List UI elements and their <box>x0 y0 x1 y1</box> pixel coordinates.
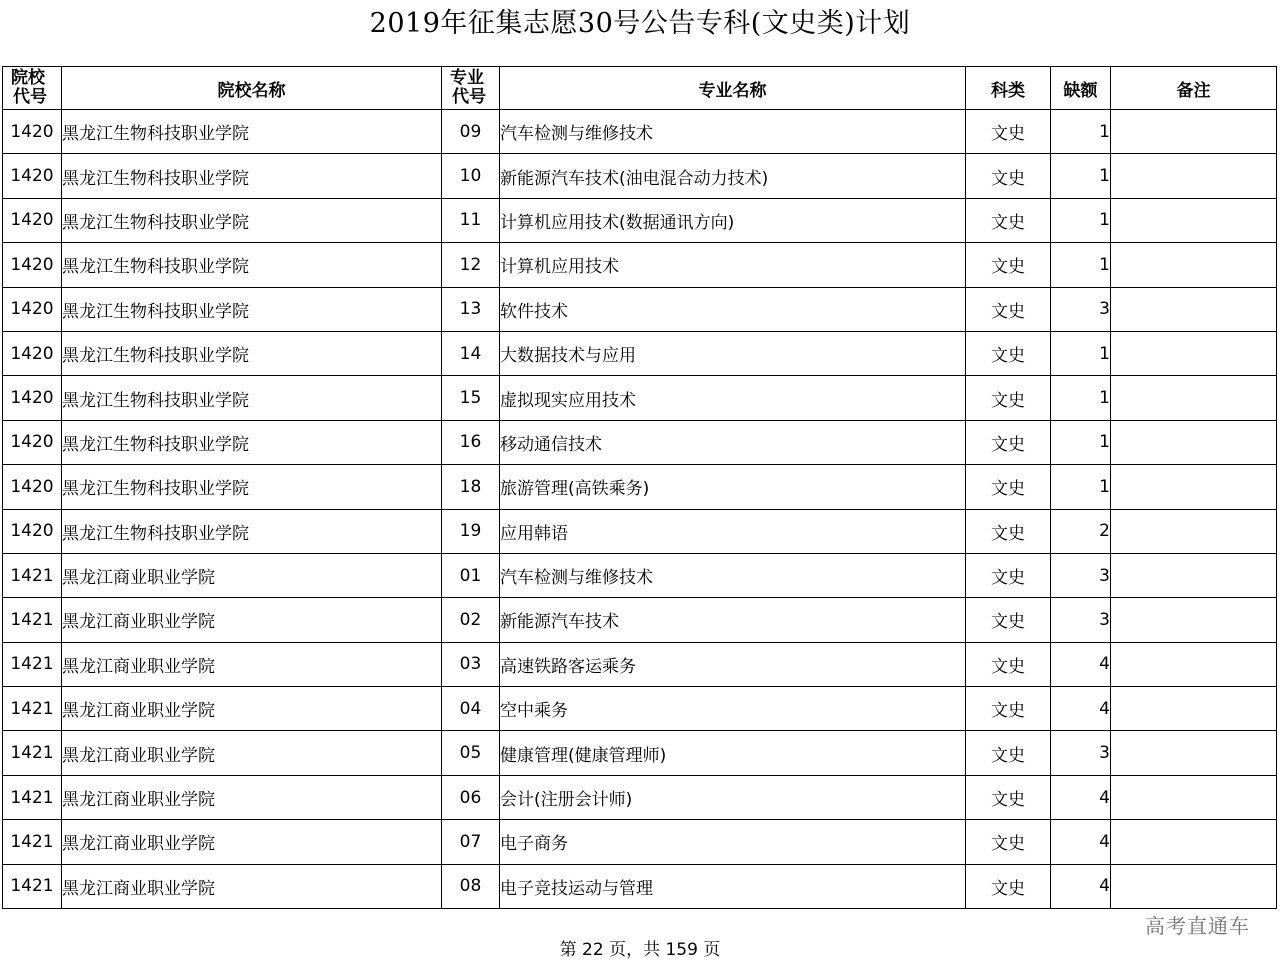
cell-school-name: 黑龙江生物科技职业学院 <box>62 509 442 553</box>
table-row <box>3 687 1277 731</box>
cell-major-code: 16 <box>442 420 500 464</box>
cell-school-name: 黑龙江生物科技职业学院 <box>62 243 442 287</box>
cell-school-code: 1420 <box>3 198 62 242</box>
cell-category: 文史 <box>966 509 1051 553</box>
table-row <box>3 243 1277 287</box>
watermark-text: 高考直通车 <box>1145 914 1250 938</box>
cell-school-name: 黑龙江生物科技职业学院 <box>62 154 442 198</box>
table-row <box>3 731 1277 775</box>
cell-school-code: 1420 <box>3 110 62 154</box>
table-row <box>3 775 1277 819</box>
header-major-name: 专业名称 <box>500 67 966 110</box>
cell-major-code: 07 <box>442 820 500 864</box>
page-title: 2019年征集志愿30号公告专科(文史类)计划 <box>369 8 911 39</box>
cell-major-name: 计算机应用技术(数据通讯方向) <box>500 198 966 242</box>
cell-category: 文史 <box>966 287 1051 331</box>
cell-remarks <box>1111 110 1277 154</box>
cell-vacancies: 1 <box>1051 154 1111 198</box>
cell-vacancies: 1 <box>1051 465 1111 509</box>
cell-school-code: 1421 <box>3 687 62 731</box>
cell-remarks <box>1111 376 1277 420</box>
cell-major-code: 12 <box>442 243 500 287</box>
cell-major-name: 移动通信技术 <box>500 420 966 464</box>
cell-school-code: 1421 <box>3 598 62 642</box>
cell-major-name: 高速铁路客运乘务 <box>500 642 966 686</box>
cell-remarks <box>1111 243 1277 287</box>
cell-major-name: 新能源汽车技术 <box>500 598 966 642</box>
table-row <box>3 598 1277 642</box>
cell-vacancies: 1 <box>1051 331 1111 375</box>
cell-major-code: 08 <box>442 864 500 908</box>
cell-school-code: 1421 <box>3 642 62 686</box>
cell-school-name: 黑龙江商业职业学院 <box>62 731 442 775</box>
cell-major-name: 汽车检测与维修技术 <box>500 110 966 154</box>
cell-school-name: 黑龙江商业职业学院 <box>62 775 442 819</box>
cell-vacancies: 1 <box>1051 110 1111 154</box>
cell-school-name: 黑龙江生物科技职业学院 <box>62 331 442 375</box>
cell-vacancies: 3 <box>1051 553 1111 597</box>
cell-school-code: 1421 <box>3 553 62 597</box>
cell-school-name: 黑龙江商业职业学院 <box>62 864 442 908</box>
table-row <box>3 465 1277 509</box>
cell-major-code: 06 <box>442 775 500 819</box>
table-row <box>3 198 1277 242</box>
cell-major-code: 01 <box>442 553 500 597</box>
table-row <box>3 110 1277 154</box>
cell-school-code: 1421 <box>3 731 62 775</box>
cell-remarks <box>1111 198 1277 242</box>
cell-category: 文史 <box>966 420 1051 464</box>
header-major-code: 专业 代号 <box>442 67 500 110</box>
cell-school-name: 黑龙江商业职业学院 <box>62 687 442 731</box>
cell-major-name: 大数据技术与应用 <box>500 331 966 375</box>
cell-major-code: 15 <box>442 376 500 420</box>
cell-school-code: 1420 <box>3 509 62 553</box>
table-body <box>3 110 1277 909</box>
cell-category: 文史 <box>966 331 1051 375</box>
cell-remarks <box>1111 509 1277 553</box>
cell-major-name: 旅游管理(高铁乘务) <box>500 465 966 509</box>
cell-category: 文史 <box>966 154 1051 198</box>
table-header-row <box>3 67 1277 110</box>
cell-school-name: 黑龙江生物科技职业学院 <box>62 110 442 154</box>
cell-school-name: 黑龙江生物科技职业学院 <box>62 465 442 509</box>
cell-major-name: 计算机应用技术 <box>500 243 966 287</box>
cell-category: 文史 <box>966 642 1051 686</box>
cell-school-name: 黑龙江生物科技职业学院 <box>62 420 442 464</box>
cell-vacancies: 4 <box>1051 775 1111 819</box>
cell-vacancies: 3 <box>1051 598 1111 642</box>
cell-major-code: 05 <box>442 731 500 775</box>
table-row <box>3 154 1277 198</box>
cell-category: 文史 <box>966 687 1051 731</box>
cell-vacancies: 4 <box>1051 864 1111 908</box>
cell-category: 文史 <box>966 820 1051 864</box>
cell-remarks <box>1111 687 1277 731</box>
table-row <box>3 509 1277 553</box>
cell-category: 文史 <box>966 465 1051 509</box>
table-row <box>3 420 1277 464</box>
cell-major-name: 会计(注册会计师) <box>500 775 966 819</box>
cell-school-code: 1421 <box>3 775 62 819</box>
table-row <box>3 331 1277 375</box>
header-remarks: 备注 <box>1111 67 1277 110</box>
cell-school-code: 1420 <box>3 465 62 509</box>
cell-major-code: 18 <box>442 465 500 509</box>
header-category: 科类 <box>966 67 1051 110</box>
table-row <box>3 287 1277 331</box>
cell-major-code: 19 <box>442 509 500 553</box>
table-row <box>3 864 1277 908</box>
cell-school-code: 1421 <box>3 820 62 864</box>
cell-school-name: 黑龙江商业职业学院 <box>62 642 442 686</box>
cell-major-name: 新能源汽车技术(油电混合动力技术) <box>500 154 966 198</box>
cell-vacancies: 1 <box>1051 198 1111 242</box>
cell-category: 文史 <box>966 110 1051 154</box>
cell-school-code: 1420 <box>3 243 62 287</box>
cell-remarks <box>1111 331 1277 375</box>
cell-major-code: 14 <box>442 331 500 375</box>
cell-major-name: 应用韩语 <box>500 509 966 553</box>
cell-category: 文史 <box>966 553 1051 597</box>
cell-school-name: 黑龙江生物科技职业学院 <box>62 287 442 331</box>
cell-remarks <box>1111 820 1277 864</box>
cell-vacancies: 4 <box>1051 642 1111 686</box>
cell-major-code: 13 <box>442 287 500 331</box>
cell-category: 文史 <box>966 243 1051 287</box>
cell-category: 文史 <box>966 598 1051 642</box>
table-row <box>3 553 1277 597</box>
cell-remarks <box>1111 420 1277 464</box>
header-school-code: 院校 代号 <box>3 67 62 110</box>
table-row <box>3 820 1277 864</box>
page-footer: 第 22 页，共 159 页 <box>559 940 721 960</box>
cell-major-name: 电子商务 <box>500 820 966 864</box>
cell-major-name: 健康管理(健康管理师) <box>500 731 966 775</box>
cell-remarks <box>1111 775 1277 819</box>
cell-major-code: 11 <box>442 198 500 242</box>
cell-remarks <box>1111 465 1277 509</box>
cell-remarks <box>1111 598 1277 642</box>
cell-major-code: 04 <box>442 687 500 731</box>
cell-category: 文史 <box>966 775 1051 819</box>
header-school-name: 院校名称 <box>62 67 442 110</box>
cell-remarks <box>1111 642 1277 686</box>
cell-vacancies: 1 <box>1051 376 1111 420</box>
cell-school-code: 1420 <box>3 376 62 420</box>
cell-major-name: 虚拟现实应用技术 <box>500 376 966 420</box>
cell-remarks <box>1111 864 1277 908</box>
cell-major-code: 09 <box>442 110 500 154</box>
cell-major-name: 电子竞技运动与管理 <box>500 864 966 908</box>
cell-category: 文史 <box>966 376 1051 420</box>
cell-vacancies: 4 <box>1051 820 1111 864</box>
cell-major-code: 02 <box>442 598 500 642</box>
table-row <box>3 642 1277 686</box>
table-row <box>3 376 1277 420</box>
cell-major-name: 汽车检测与维修技术 <box>500 553 966 597</box>
cell-remarks <box>1111 553 1277 597</box>
cell-major-name: 空中乘务 <box>500 687 966 731</box>
cell-vacancies: 1 <box>1051 243 1111 287</box>
cell-vacancies: 1 <box>1051 420 1111 464</box>
cell-major-name: 软件技术 <box>500 287 966 331</box>
cell-category: 文史 <box>966 198 1051 242</box>
cell-school-name: 黑龙江商业职业学院 <box>62 553 442 597</box>
cell-major-code: 03 <box>442 642 500 686</box>
cell-school-name: 黑龙江商业职业学院 <box>62 820 442 864</box>
cell-category: 文史 <box>966 864 1051 908</box>
cell-major-code: 10 <box>442 154 500 198</box>
cell-school-code: 1421 <box>3 864 62 908</box>
cell-category: 文史 <box>966 731 1051 775</box>
cell-school-code: 1420 <box>3 331 62 375</box>
cell-school-code: 1420 <box>3 420 62 464</box>
cell-school-code: 1420 <box>3 154 62 198</box>
cell-school-name: 黑龙江商业职业学院 <box>62 598 442 642</box>
cell-school-name: 黑龙江生物科技职业学院 <box>62 198 442 242</box>
cell-school-code: 1420 <box>3 287 62 331</box>
cell-vacancies: 2 <box>1051 509 1111 553</box>
cell-vacancies: 4 <box>1051 687 1111 731</box>
cell-remarks <box>1111 731 1277 775</box>
cell-vacancies: 3 <box>1051 287 1111 331</box>
enrollment-plan-table <box>2 66 1277 909</box>
cell-school-name: 黑龙江生物科技职业学院 <box>62 376 442 420</box>
cell-vacancies: 3 <box>1051 731 1111 775</box>
header-vacancies: 缺额 <box>1051 67 1111 110</box>
cell-remarks <box>1111 287 1277 331</box>
cell-remarks <box>1111 154 1277 198</box>
